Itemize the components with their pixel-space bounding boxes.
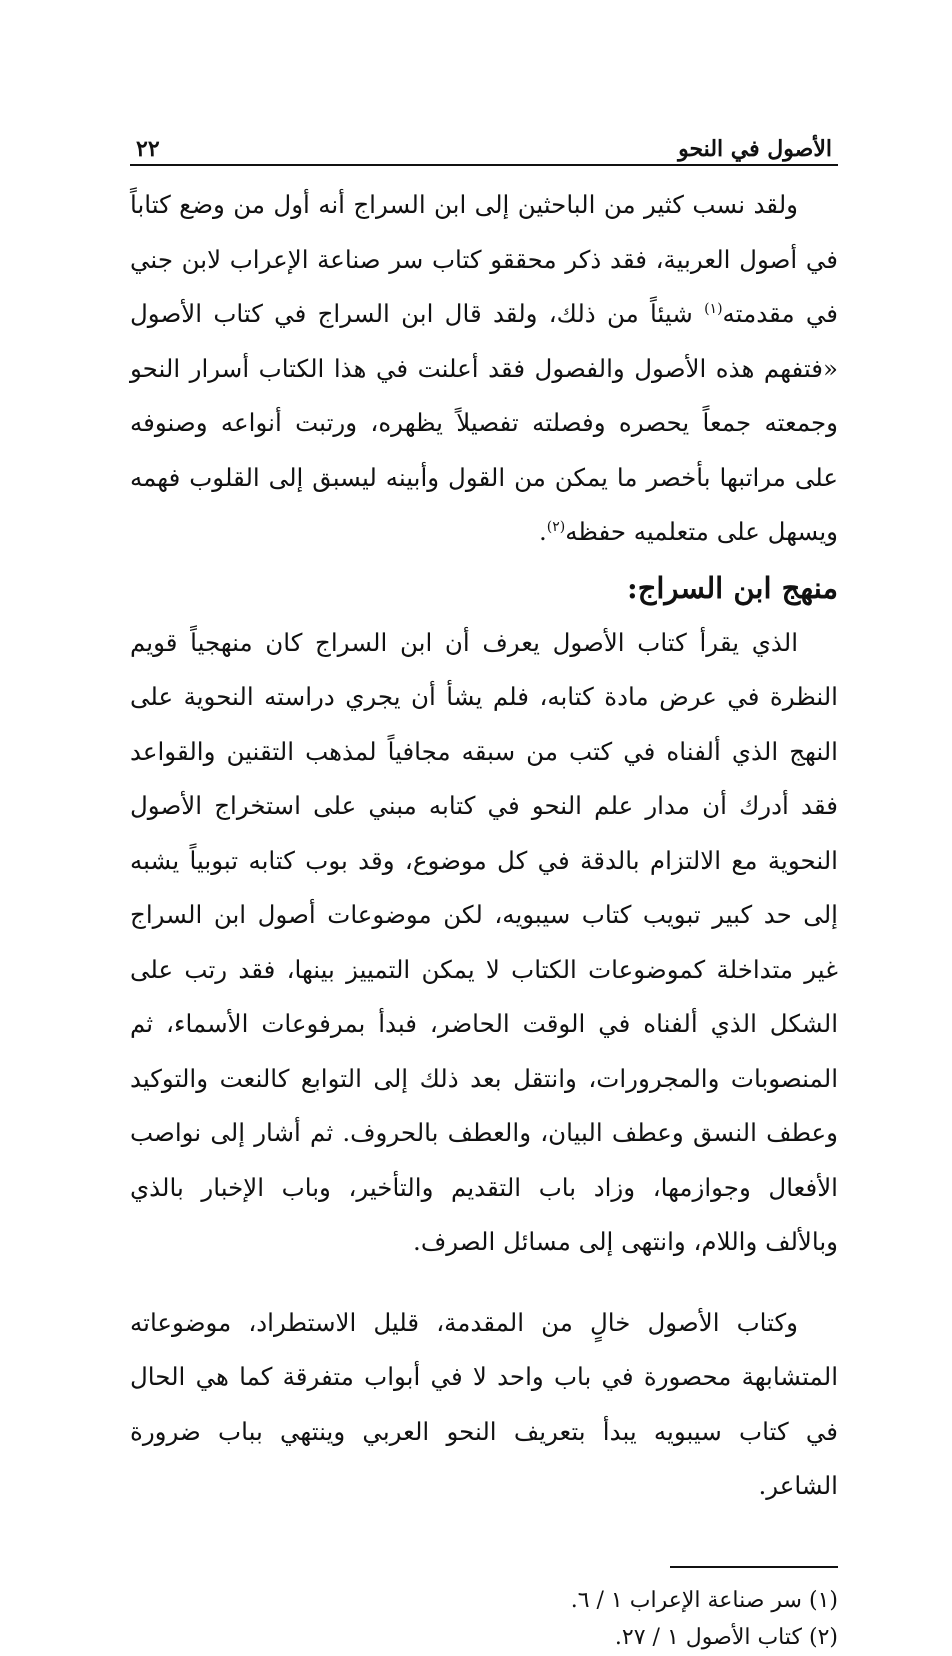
- footnote-marker-1: (١): [704, 300, 723, 317]
- paragraph-intro-text-b: شيئاً من ذلك، ولقد قال ابن السراج في كتاب الأصول «فتفهم هذه الأصول والفصول فقد أعلنت في هذا الكتاب أسرار النحو وجمعته جمعاً يحصره وفصلته تفصيلاً يظهره، ورتبت أنواعه وصنوفه على مراتبها بأخصر ما يمكن من القول وأبينه ليسبق إلى القلوب فهمه ويسهل على متعلميه حفظه: [130, 299, 838, 546]
- paragraph-structure: وكتاب الأصول خالٍ من المقدمة، قليل الاستطراد، موضوعاته المتشابهة محصورة في باب واحد لا في أبواب متفرقة كما هي الحال في كتاب سيبويه يبدأ بتعريف النحو العربي وينتهي بباب ضرورة الشاعر.: [130, 1307, 838, 1500]
- paragraph-intro-end: .: [538, 517, 547, 546]
- header-divider: [130, 164, 838, 166]
- paragraph-intro-text-a: ولقد نسب كثير من الباحثين إلى ابن السراج أنه أول من وضع كتاباً في أصول العربية، فقد ذكر محققو كتاب سر صناعة الإعراب لابن جني في مقدمته: [130, 190, 838, 328]
- page-number: ٢٢: [136, 136, 160, 162]
- paragraph-method: الذي يقرأ كتاب الأصول يعرف أن ابن السراج كان منهجياً قويم النظرة في عرض مادة كتابه، فلم يشأ أن يجري دراسته النحوية على النهج الذي ألفناه في كتب من سبقه مجافياً لمذهب التقنين والقواعد فقد أدرك أن مدار علم النحو في كتابه مبني على استخراج الأصول النحوية مع الالتزام بالدقة في كل موضوع، وقد بوب كتابه تبوبياً يشبه إلى حد كبير تبويب كتاب سيبويه، لكن موضوعات أصول ابن السراج غير متداخلة كموضوعات الكتاب لا يمكن التمييز بينها، فقد رتب على الشكل الذي ألفناه في الوقت الحاضر، فبدأ بمرفوعات الأسماء، ثم المنصوبات والمجرورات، وانتقل بعد ذلك إلى التوابع كالنعت والتوكيد وعطف النسق وعطف البيان، والعطف بالحروف. ثم أشار إلى نواصب الأفعال وجوازمها، وزاد باب التقديم والتأخير، وباب الإخبار بالذي وبالألف واللام، وانتهى إلى مسائل الصرف.: [130, 627, 838, 1256]
- footnote-2: (٢) كتاب الأصول ١ / ٢٧.: [614, 1624, 838, 1650]
- footnote-1: (١) سر صناعة الإعراب ١ / ٦.: [570, 1587, 838, 1613]
- book-page: [130, 126, 838, 1650]
- footnote-divider: [670, 1566, 838, 1568]
- paragraph-gap: [130, 1270, 838, 1296]
- section-heading: منهج ابن السراج:: [626, 570, 838, 605]
- running-title: الأصول في النحو: [678, 136, 832, 162]
- page-header: [130, 126, 838, 162]
- paragraph-intro: [130, 178, 838, 560]
- footnote-marker-2: (٢): [546, 518, 566, 535]
